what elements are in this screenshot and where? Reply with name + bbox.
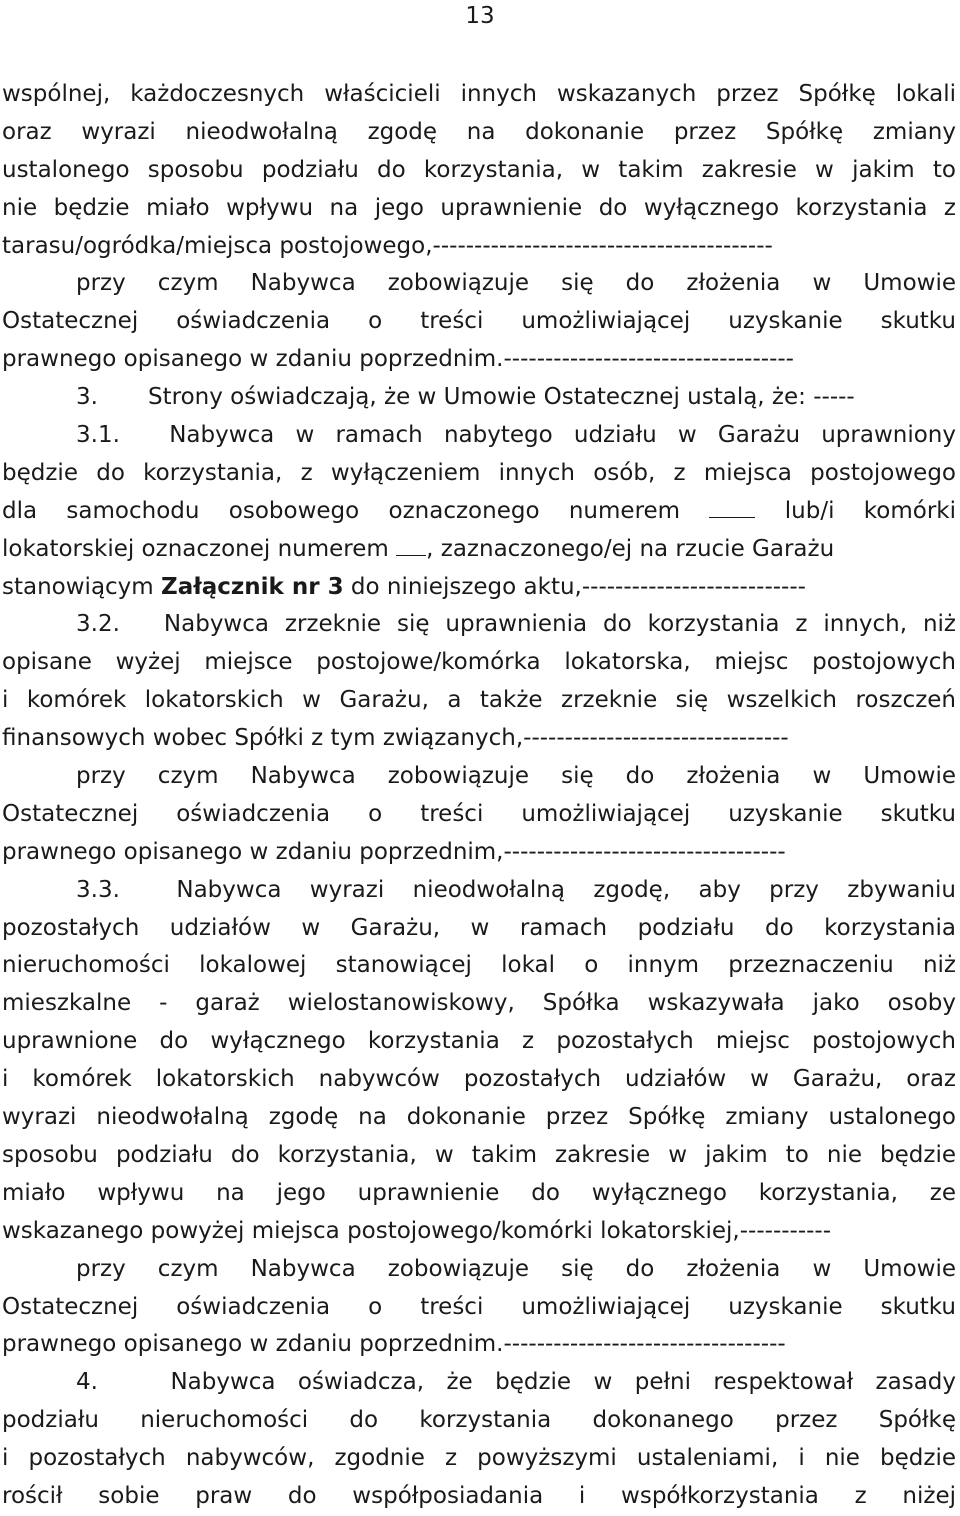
text-line: miało wpływu na jego uprawnienie do wyłącznego korzystania, ze (2, 1179, 956, 1206)
section-3-2-heading (0, 606, 960, 644)
text-line: nieruchomości lokalowej stanowiącej lokal o innym przeznaczeniu niż (2, 952, 956, 979)
text-line: przy czym Nabywca zobowiązuje się do złożenia w Umowie (76, 270, 956, 297)
text-line: wskazanego powyżej miejsca postojowego/komórki lokatorskiej,----------- (2, 1217, 832, 1244)
text-line: stanowiącym Załącznik nr 3 do niniejszego aktu,--------------------------- (2, 573, 806, 600)
text-line: Nabywca w ramach nabytego udziału w Garażu uprawniony (169, 422, 956, 449)
text-line: lokatorskiej oznaczonej numerem , zaznaczonego/ej na rzucie Garażu (2, 535, 835, 562)
text-line: dla samochodu osobowego oznaczonego numerem lub/i komórki (2, 497, 957, 524)
text-line: i komórek lokatorskich nabywców pozostałych udziałów w Garażu, oraz (2, 1066, 956, 1093)
text-line: sposobu podziału do korzystania, w takim zakresie w jakim to nie będzie (2, 1141, 956, 1168)
text-line: rościł sobie praw do współposiadania i współkorzystania z niżej (2, 1482, 956, 1509)
text-line: prawnego opisanego w zdaniu poprzednim,---------------------------------- (2, 838, 786, 865)
text-line: finansowych wobec Spółki z tym związanych,-------------------------------- (2, 725, 789, 752)
text-line: będzie do korzystania, z wyłączeniem innych osób, z miejsca postojowego (2, 459, 956, 486)
text-line: mieszkalne - garaż wielostanowiskowy, Spółka wskazywała jako osoby (2, 990, 956, 1017)
section-3-3-heading (0, 872, 960, 910)
text-line: Nabywca zrzeknie się uprawnienia do korzystania z innych, niż (163, 611, 957, 638)
section-number: 3.1. (76, 422, 120, 449)
text-line: i komórek lokatorskich w Garażu, a także zrzeknie się wszelkich roszczeń (2, 687, 956, 714)
text-line: opisane wyżej miejsce postojowe/komórka lokatorska, miejsc postojowych (2, 649, 956, 676)
attachment-reference: Załącznik nr 3 (161, 573, 344, 600)
blank-field-parking-number (709, 497, 755, 518)
text-line: prawnego opisanego w zdaniu poprzednim.----------------------------------- (2, 346, 794, 373)
text-line: prawnego opisanego w zdaniu poprzednim.---------------------------------- (2, 1331, 786, 1358)
text-line: i pozostałych nabywców, zgodnie z powyższymi ustaleniami, i nie będzie (2, 1445, 956, 1472)
text-line: podziału nieruchomości do korzystania dokonanego przez Spółkę (2, 1407, 956, 1434)
text-line: przy czym Nabywca zobowiązuje się do złożenia w Umowie (76, 763, 956, 790)
document-body (0, 76, 960, 1516)
blank-field-storage-number (396, 535, 426, 556)
text-line: pozostałych udziałów w Garażu, w ramach podziału do korzystania (2, 914, 956, 941)
text-line: Ostatecznej oświadczenia o treści umożliwiającej uzyskanie skutku (2, 800, 956, 827)
section-number: 3.2. (76, 611, 120, 638)
text-line: Ostatecznej oświadczenia o treści umożliwiającej uzyskanie skutku (2, 1293, 956, 1320)
page-number: 13 (465, 3, 495, 29)
text-line: Nabywca wyrazi nieodwołalną zgodę, aby przy zbywaniu (176, 876, 957, 903)
text-line: oraz wyrazi nieodwołalną zgodę na dokonanie przez Spółkę zmiany (2, 118, 956, 145)
text-line: wyrazi nieodwołalną zgodę na dokonanie przez Spółkę zmiany ustalonego (2, 1104, 956, 1131)
section-number: 3.3. (76, 876, 120, 903)
text-line: tarasu/ogródka/miejsca postojowego,----------------------------------------- (2, 232, 773, 259)
section-3-1-heading (0, 417, 960, 455)
text-line: ustalonego sposobu podziału do korzystania, w takim zakresie w jakim to (2, 156, 956, 183)
section-4-heading (0, 1364, 960, 1402)
text-line: przy czym Nabywca zobowiązuje się do złożenia w Umowie (76, 1255, 956, 1282)
text-line: Ostatecznej oświadczenia o treści umożliwiającej uzyskanie skutku (2, 308, 956, 335)
text-line: wspólnej, każdoczesnych właścicieli innych wskazanych przez Spółkę lokali (2, 81, 956, 107)
text-line: uprawnione do wyłącznego korzystania z pozostałych miejsc postojowych (2, 1028, 956, 1055)
text-line: nie będzie miało wpływu na jego uprawnienie do wyłącznego korzystania z (2, 194, 956, 221)
section-number: 3. (76, 384, 98, 411)
text-line: Strony oświadczają, że w Umowie Ostatecznej ustalą, że: ----- (148, 384, 855, 411)
text-line: Nabywca oświadcza, że będzie w pełni respektował zasady (170, 1369, 957, 1396)
section-3-heading (0, 379, 960, 417)
section-number: 4. (76, 1369, 98, 1396)
